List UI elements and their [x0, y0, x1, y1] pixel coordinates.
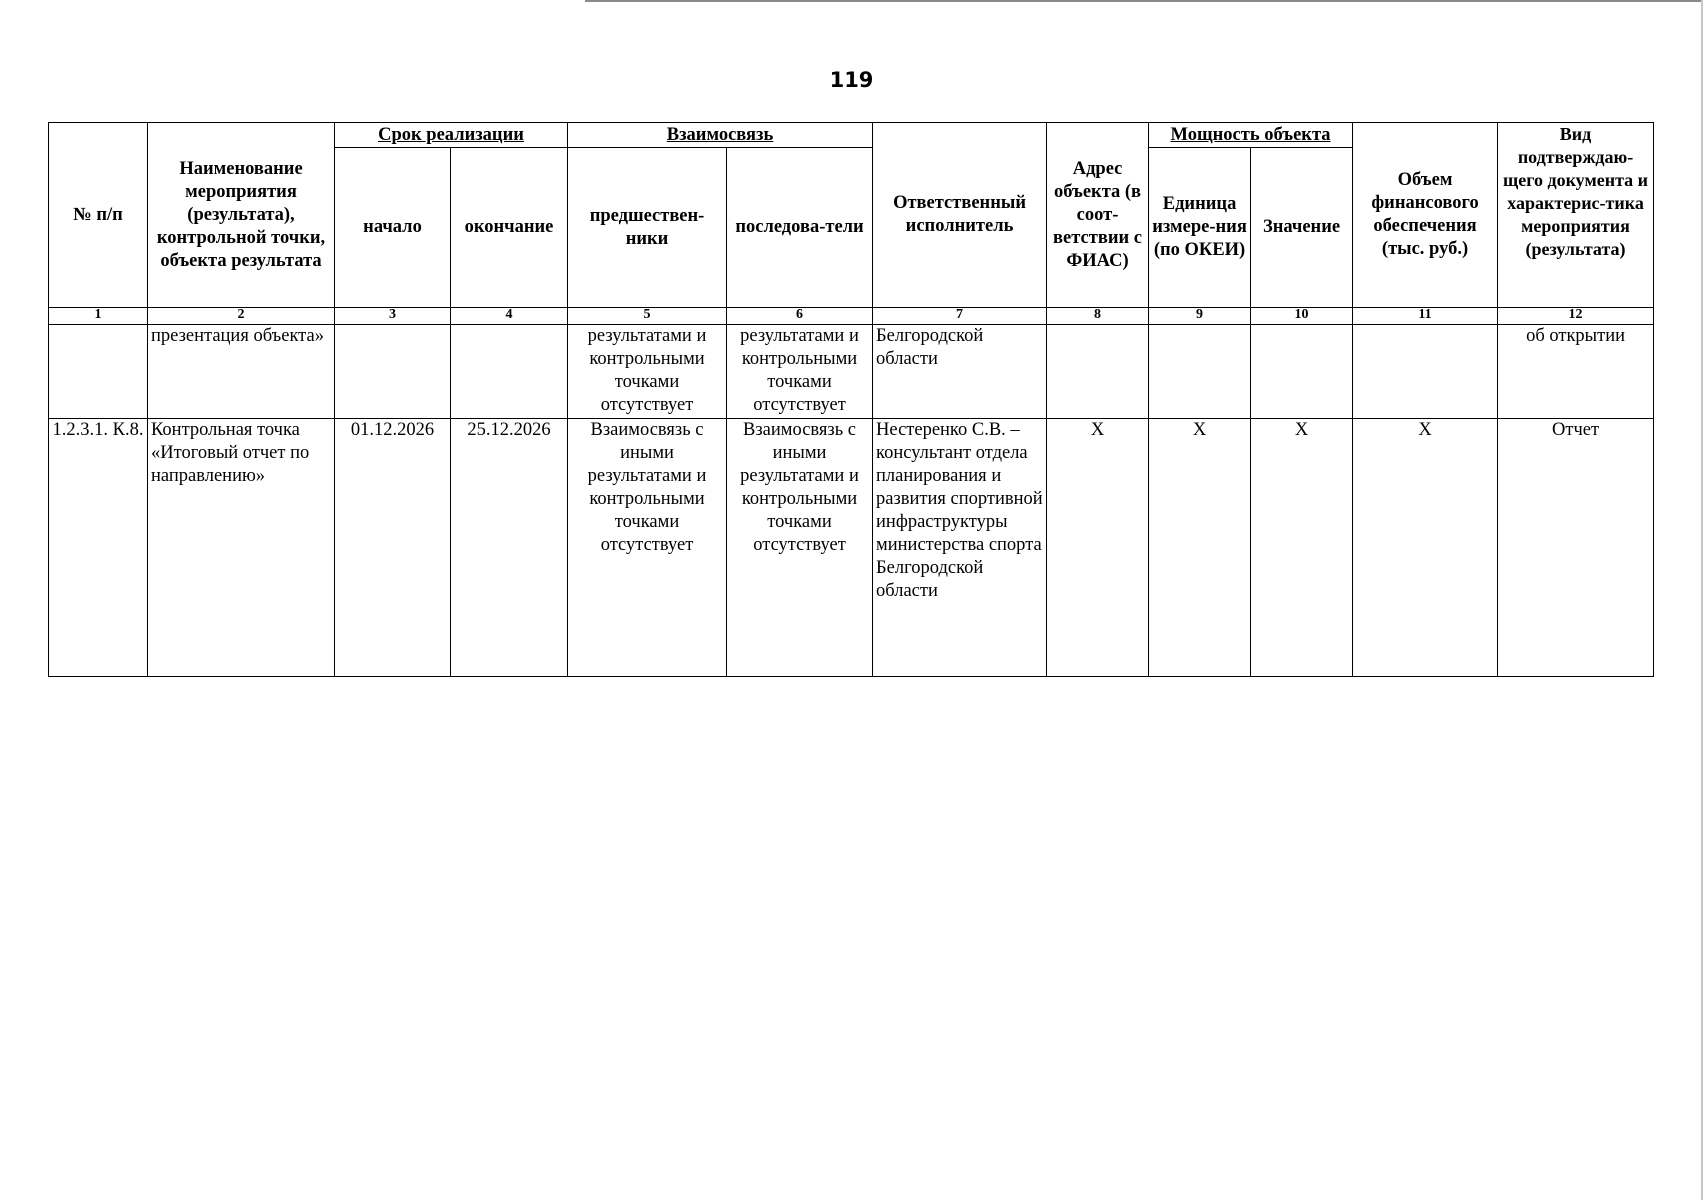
- cell-responsible: Нестеренко С.В. – консультант отдела планирования и развития спортивной инфраструктуры министерства спорта Белгородской области: [873, 419, 1047, 677]
- cell-name: презентация объекта»: [148, 325, 335, 419]
- header-start: начало: [335, 148, 451, 308]
- cell-unit: [1149, 325, 1251, 419]
- scan-edge-line: [585, 0, 1703, 2]
- header-doc-type: Вид подтверждаю-щего документа и характерис-тика мероприятия (результата): [1498, 123, 1654, 308]
- cell-unit: Х: [1149, 419, 1251, 677]
- page-number: 119: [829, 68, 874, 92]
- cell-predecessors: результатами и контрольными точками отсутствует: [568, 325, 727, 419]
- cell-start: 01.12.2026: [335, 419, 451, 677]
- column-number: 9: [1149, 308, 1251, 325]
- cell-num: [49, 325, 148, 419]
- cell-predecessors: Взаимосвязь с иными результатами и контрольными точками отсутствует: [568, 419, 727, 677]
- cell-value: Х: [1251, 419, 1353, 677]
- cell-doc-type: Отчет: [1498, 419, 1654, 677]
- column-number: 7: [873, 308, 1047, 325]
- column-number: 4: [451, 308, 568, 325]
- table-row: [49, 419, 1654, 677]
- table-row: [49, 325, 1654, 419]
- cell-end: [451, 325, 568, 419]
- cell-name: Контрольная точка «Итоговый отчет по направлению»: [148, 419, 335, 677]
- cell-responsible: Белгородской области: [873, 325, 1047, 419]
- column-number: 1: [49, 308, 148, 325]
- cell-funding: Х: [1353, 419, 1498, 677]
- header-name: Наименование мероприятия (результата), контрольной точки, объекта результата: [148, 123, 335, 308]
- column-number: 8: [1047, 308, 1149, 325]
- header-capacity-group-label: Мощность объекта: [1170, 124, 1331, 145]
- header-period-group-label: Срок реализации: [378, 124, 524, 145]
- cell-doc-type: об открытии: [1498, 325, 1654, 419]
- column-number: 5: [568, 308, 727, 325]
- cell-num: 1.2.3.1. К.8.: [49, 419, 148, 677]
- header-link-group-label: Взаимосвязь: [666, 124, 774, 145]
- cell-value: [1251, 325, 1353, 419]
- column-number: 10: [1251, 308, 1353, 325]
- plan-table: [48, 122, 1654, 677]
- cell-end: 25.12.2026: [451, 419, 568, 677]
- column-number: 3: [335, 308, 451, 325]
- header-predecessors: предшествен-ники: [568, 148, 727, 308]
- header-period-group: [335, 123, 568, 148]
- cell-address: [1047, 325, 1149, 419]
- header-responsible: Ответственный исполнитель: [873, 123, 1047, 308]
- header-capacity-group: [1149, 123, 1353, 148]
- header-link-group: [568, 123, 873, 148]
- header-value: Значение: [1251, 148, 1353, 308]
- header-end: окончание: [451, 148, 568, 308]
- header-unit: Единица измере-ния (по ОКЕИ): [1149, 148, 1251, 308]
- header-successors: последова-тели: [727, 148, 873, 308]
- column-number: 6: [727, 308, 873, 325]
- cell-start: [335, 325, 451, 419]
- column-number: 2: [148, 308, 335, 325]
- header-num: № п/п: [49, 123, 148, 308]
- column-number: 11: [1353, 308, 1498, 325]
- cell-successors: Взаимосвязь с иными результатами и контрольными точками отсутствует: [727, 419, 873, 677]
- header-funding: Объем финансового обеспечения (тыс. руб.): [1353, 123, 1498, 308]
- column-number: 12: [1498, 308, 1654, 325]
- cell-funding: [1353, 325, 1498, 419]
- cell-successors: результатами и контрольными точками отсутствует: [727, 325, 873, 419]
- cell-address: Х: [1047, 419, 1149, 677]
- header-address: Адрес объекта (в соот-ветствии с ФИАС): [1047, 123, 1149, 308]
- column-numbers-row: [49, 308, 1654, 325]
